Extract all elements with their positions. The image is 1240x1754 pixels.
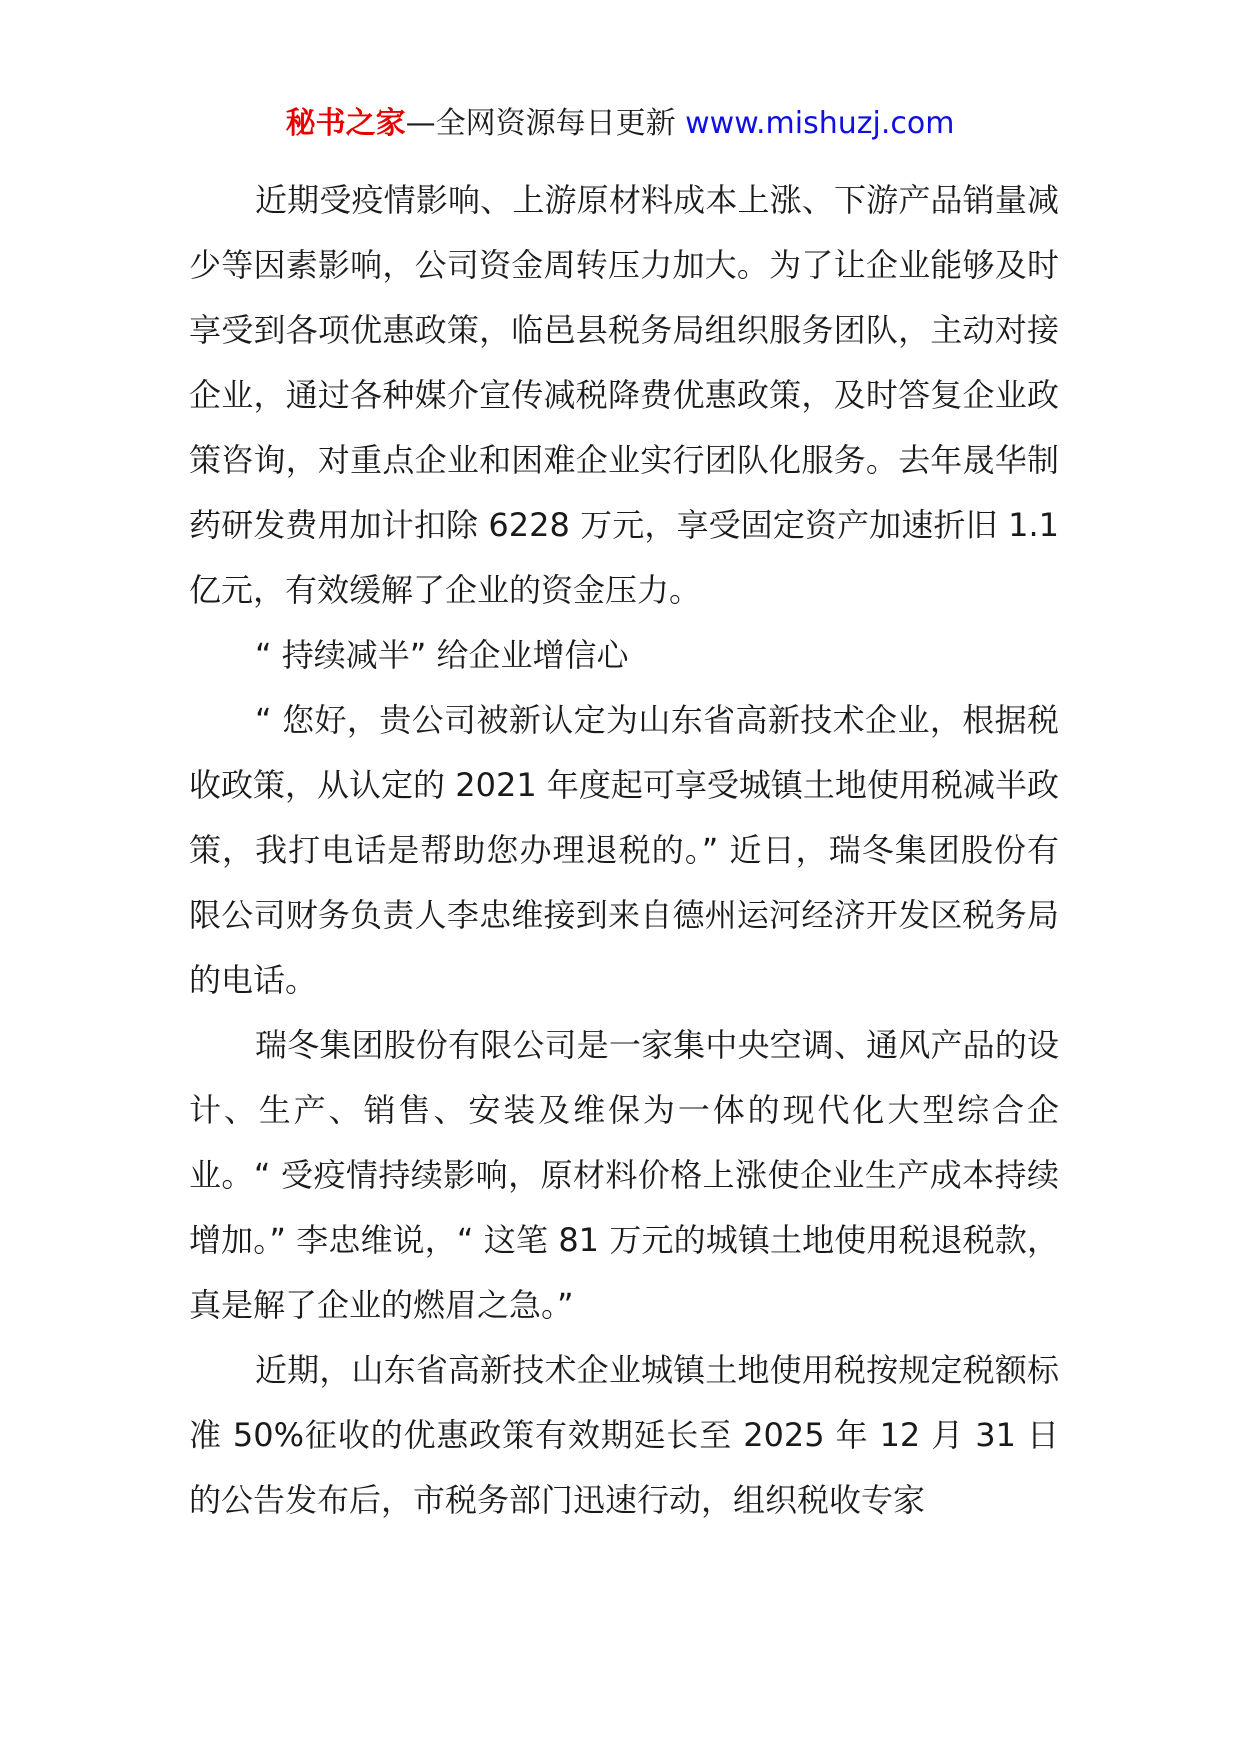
paragraph-phone-call: “ 您好，贵公司被新认定为山东省高新技术企业，根据税收政策，从认定的 2021 年度起可享受城镇土地使用税减半政策，我打电话是帮助您办理退税的。” 近日，瑞冬集团股份有限公司财务负责人李忠维接到来自德州运河经济开发区税务局的电话。 [189, 701, 1059, 999]
article-body [189, 168, 1059, 1533]
paragraph-company-intro: 瑞冬集团股份有限公司是一家集中央空调、通风产品的设计、生产、销售、安装及维保为一体的现代化大型综合企业。“ 受疫情持续影响，原材料价格上涨使企业生产成本持续增加。” 李忠维说，“ 这笔 81 万元的城镇土地使用税退税款，真是解了企业的燃眉之急。” [189, 1026, 1059, 1324]
paragraph-funding-pressure: 近期受疫情影响、上游原材料成本上涨、下游产品销量减少等因素影响，公司资金周转压力加大。为了让企业能够及时享受到各项优惠政策，临邑县税务局组织服务团队，主动对接企业，通过各种媒介宣传减税降费优惠政策，及时答复企业政策咨询，对重点企业和困难企业实行团队化服务。去年晟华制药研发费用加计扣除 6228 万元，享受固定资产加速折旧 1.1 亿元，有效缓解了企业的资金压力。 [189, 181, 1059, 609]
section-heading: “ 持续减半” 给企业增信心 [255, 636, 629, 674]
brand-name: 秘书之家 [285, 106, 406, 141]
page-header [0, 100, 1240, 148]
site-url-link[interactable]: www.mishuzj.com [685, 106, 955, 141]
paragraph-policy-extension: 近期，山东省高新技术企业城镇土地使用税按规定税额标准 50%征收的优惠政策有效期延长至 2025 年 12 月 31 日的公告发布后，市税务部门迅速行动，组织税收专家 [189, 1351, 1059, 1519]
header-tagline: —全网资源每日更新 [405, 106, 676, 141]
